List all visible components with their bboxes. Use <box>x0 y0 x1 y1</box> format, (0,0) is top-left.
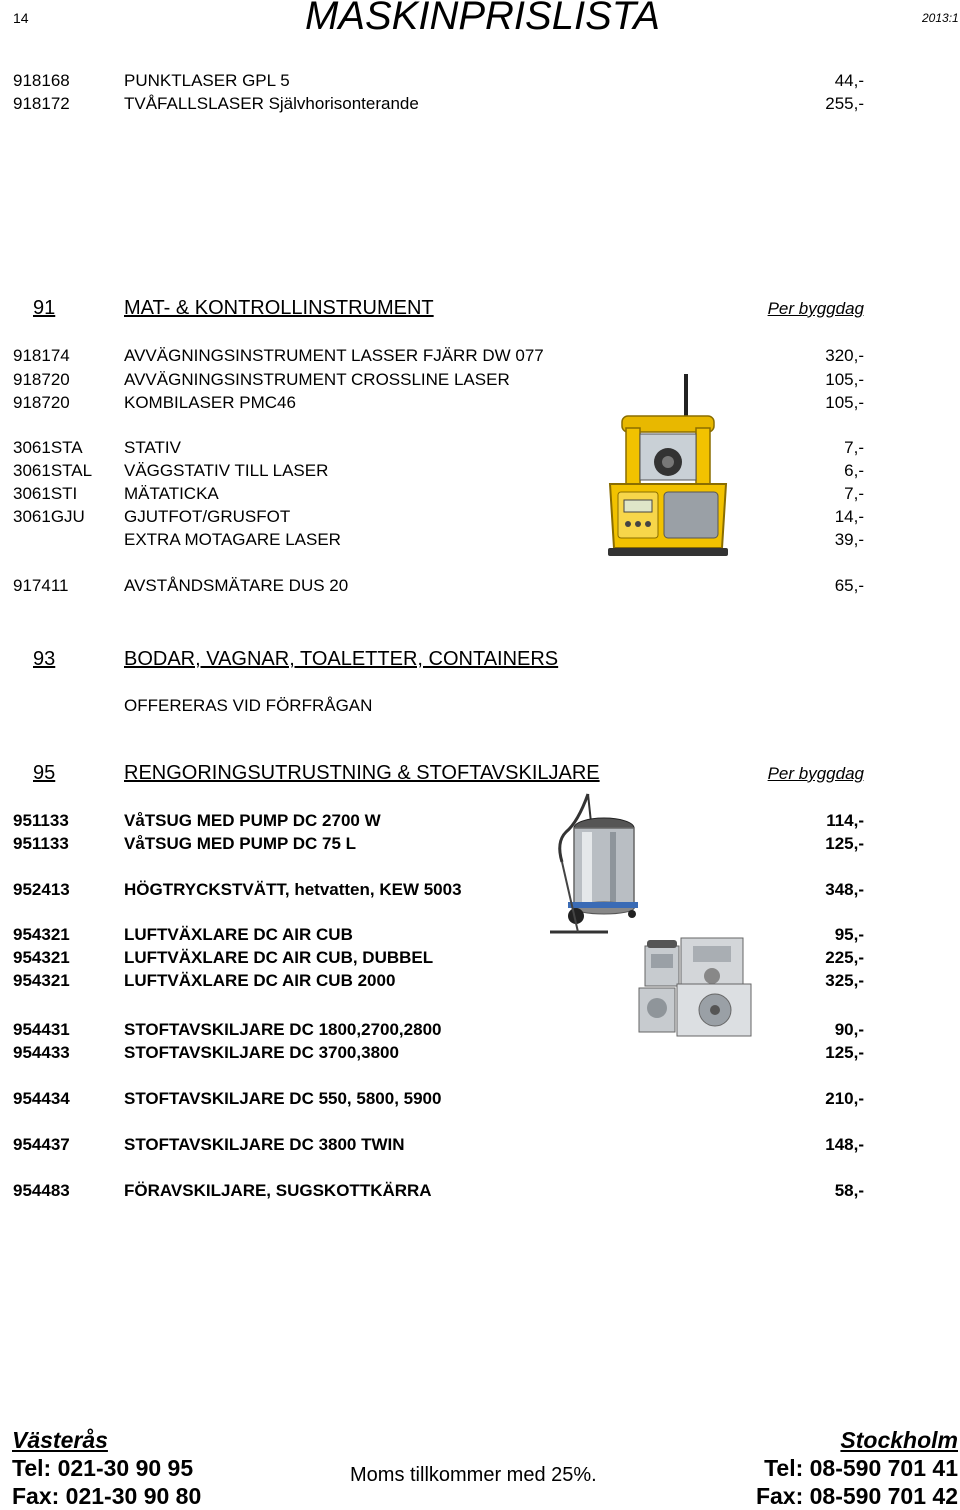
item-description: LUFTVÄXLARE DC AIR CUB <box>124 925 353 944</box>
price-row <box>0 71 960 93</box>
item-price: 95,- <box>834 925 864 944</box>
item-description: HÖGTRYCKSTVÄTT, hetvatten, KEW 5003 <box>124 880 462 899</box>
item-code: 952413 <box>13 880 70 899</box>
price-row <box>0 1181 960 1203</box>
item-description: AVVÄGNINGSINSTRUMENT CROSSLINE LASER <box>124 370 510 389</box>
item-price: 7,- <box>844 438 864 457</box>
page-title: MASKINPRISLISTA <box>305 0 660 38</box>
item-description: LUFTVÄXLARE DC AIR CUB, DUBBEL <box>124 948 434 967</box>
footer-left-city: Västerås <box>12 1427 108 1453</box>
section-name: BODAR, VAGNAR, TOALETTER, CONTAINERS <box>124 648 559 670</box>
item-description: STOFTAVSKILJARE DC 3700,3800 <box>124 1043 399 1062</box>
item-code: 951133 <box>13 834 69 853</box>
item-price: 125,- <box>825 1043 864 1062</box>
footer-right-tel: Tel: 08-590 701 41 <box>764 1455 958 1481</box>
item-description: STOFTAVSKILJARE DC 3800 TWIN <box>124 1135 405 1154</box>
item-code: 954433 <box>13 1043 70 1062</box>
price-row <box>0 1020 960 1042</box>
per-day-label: Per byggdag <box>767 764 864 783</box>
item-price: 7,- <box>844 484 864 503</box>
item-price: 148,- <box>825 1135 864 1154</box>
item-price: 65,- <box>834 576 864 595</box>
item-description: EXTRA MOTAGARE LASER <box>124 530 341 549</box>
item-price: 348,- <box>825 880 864 899</box>
item-price: 105,- <box>825 370 864 389</box>
price-row <box>0 370 960 392</box>
price-row <box>0 530 960 552</box>
price-row <box>0 507 960 529</box>
price-row <box>0 576 960 598</box>
item-code: 3061STA <box>13 438 83 457</box>
item-price: 58,- <box>834 1181 864 1200</box>
price-row <box>0 834 960 856</box>
edition-year: 2013:1 <box>922 11 959 25</box>
item-code: 954434 <box>13 1089 70 1108</box>
price-row <box>0 94 960 116</box>
item-code: 3061GJU <box>13 507 85 526</box>
item-price: 14,- <box>834 507 864 526</box>
section-number: 95 <box>33 762 56 784</box>
item-code: 954321 <box>13 948 70 967</box>
item-code: 918720 <box>13 393 70 412</box>
item-price: 125,- <box>825 834 864 853</box>
item-description: VåTSUG MED PUMP DC 2700 W <box>124 811 381 830</box>
price-row <box>0 925 960 947</box>
item-description: AVVÄGNINGSINSTRUMENT LASSER FJÄRR DW 077 <box>124 346 544 365</box>
item-price: 44,- <box>834 71 864 90</box>
price-row <box>0 346 960 368</box>
item-code: 918168 <box>13 71 70 90</box>
item-description: GJUTFOT/GRUSFOT <box>124 507 291 526</box>
price-row <box>0 1043 960 1065</box>
item-code: 3061STI <box>13 484 78 503</box>
item-description: VÄGGSTATIV TILL LASER <box>124 461 329 480</box>
price-row <box>0 484 960 506</box>
section-name: RENGORINGSUTRUSTNING & STOFTAVSKILJARE <box>124 762 600 784</box>
item-code: 918720 <box>13 370 70 389</box>
page-number: 14 <box>13 10 29 26</box>
item-price: 90,- <box>834 1020 864 1039</box>
price-row <box>0 438 960 460</box>
item-code: 951133 <box>13 811 69 830</box>
item-price: 210,- <box>825 1089 864 1108</box>
item-price: 6,- <box>844 461 864 480</box>
item-code: 918172 <box>13 94 70 113</box>
item-code: 917411 <box>13 576 69 595</box>
item-price: 320,- <box>825 346 864 365</box>
item-description: TVÅFALLSLASER Självhorisonterande <box>124 94 419 113</box>
rotating-laser-icon <box>604 372 732 558</box>
section-number: 91 <box>33 297 56 319</box>
item-description: AVSTÅNDSMÄTARE DUS 20 <box>124 576 349 595</box>
item-description: KOMBILASER PMC46 <box>124 393 296 412</box>
footer-right-city: Stockholm <box>840 1427 958 1453</box>
footer-vat-note: Moms tillkommer med 25%. <box>350 1464 597 1486</box>
price-row <box>0 1135 960 1157</box>
section-name: MAT- & KONTROLLINSTRUMENT <box>124 297 434 319</box>
price-row <box>0 948 960 970</box>
item-description: STATIV <box>124 438 181 457</box>
wet-vacuum-icon <box>548 792 640 938</box>
item-description: VåTSUG MED PUMP DC 75 L <box>124 834 357 853</box>
section-number: 93 <box>33 648 56 670</box>
item-price: 255,- <box>825 94 864 113</box>
item-description: STOFTAVSKILJARE DC 1800,2700,2800 <box>124 1020 442 1039</box>
price-row <box>0 461 960 483</box>
item-description: LUFTVÄXLARE DC AIR CUB 2000 <box>124 971 396 990</box>
item-description: PUNKTLASER GPL 5 <box>124 71 290 90</box>
footer-right-fax: Fax: 08-590 701 42 <box>755 1483 958 1509</box>
item-description: STOFTAVSKILJARE DC 550, 5800, 5900 <box>124 1089 442 1108</box>
item-code: 918174 <box>13 346 70 365</box>
price-row <box>0 393 960 415</box>
per-day-label: Per byggdag <box>767 299 864 318</box>
item-description: MÄTATICKA <box>124 484 219 503</box>
offer-note: OFFERERAS VID FÖRFRÅGAN <box>124 696 373 715</box>
price-row <box>0 1089 960 1111</box>
item-description: FÖRAVSKILJARE, SUGSKOTTKÄRRA <box>124 1181 432 1200</box>
price-row <box>0 971 960 993</box>
item-code: 954437 <box>13 1135 70 1154</box>
item-price: 225,- <box>825 948 864 967</box>
price-row <box>0 880 960 902</box>
item-code: 954321 <box>13 971 70 990</box>
item-price: 114,- <box>826 811 864 830</box>
price-row <box>0 811 960 833</box>
item-code: 3061STAL <box>13 461 93 480</box>
footer-left-fax: Fax: 021-30 90 80 <box>12 1483 202 1509</box>
item-code: 954431 <box>13 1020 70 1039</box>
item-price: 105,- <box>825 393 864 412</box>
footer-left-tel: Tel: 021-30 90 95 <box>12 1455 194 1481</box>
item-price: 39,- <box>834 530 864 549</box>
item-code: 954483 <box>13 1181 70 1200</box>
air-exchanger-icon <box>637 936 757 1040</box>
item-price: 325,- <box>825 971 864 990</box>
item-code: 954321 <box>13 925 70 944</box>
